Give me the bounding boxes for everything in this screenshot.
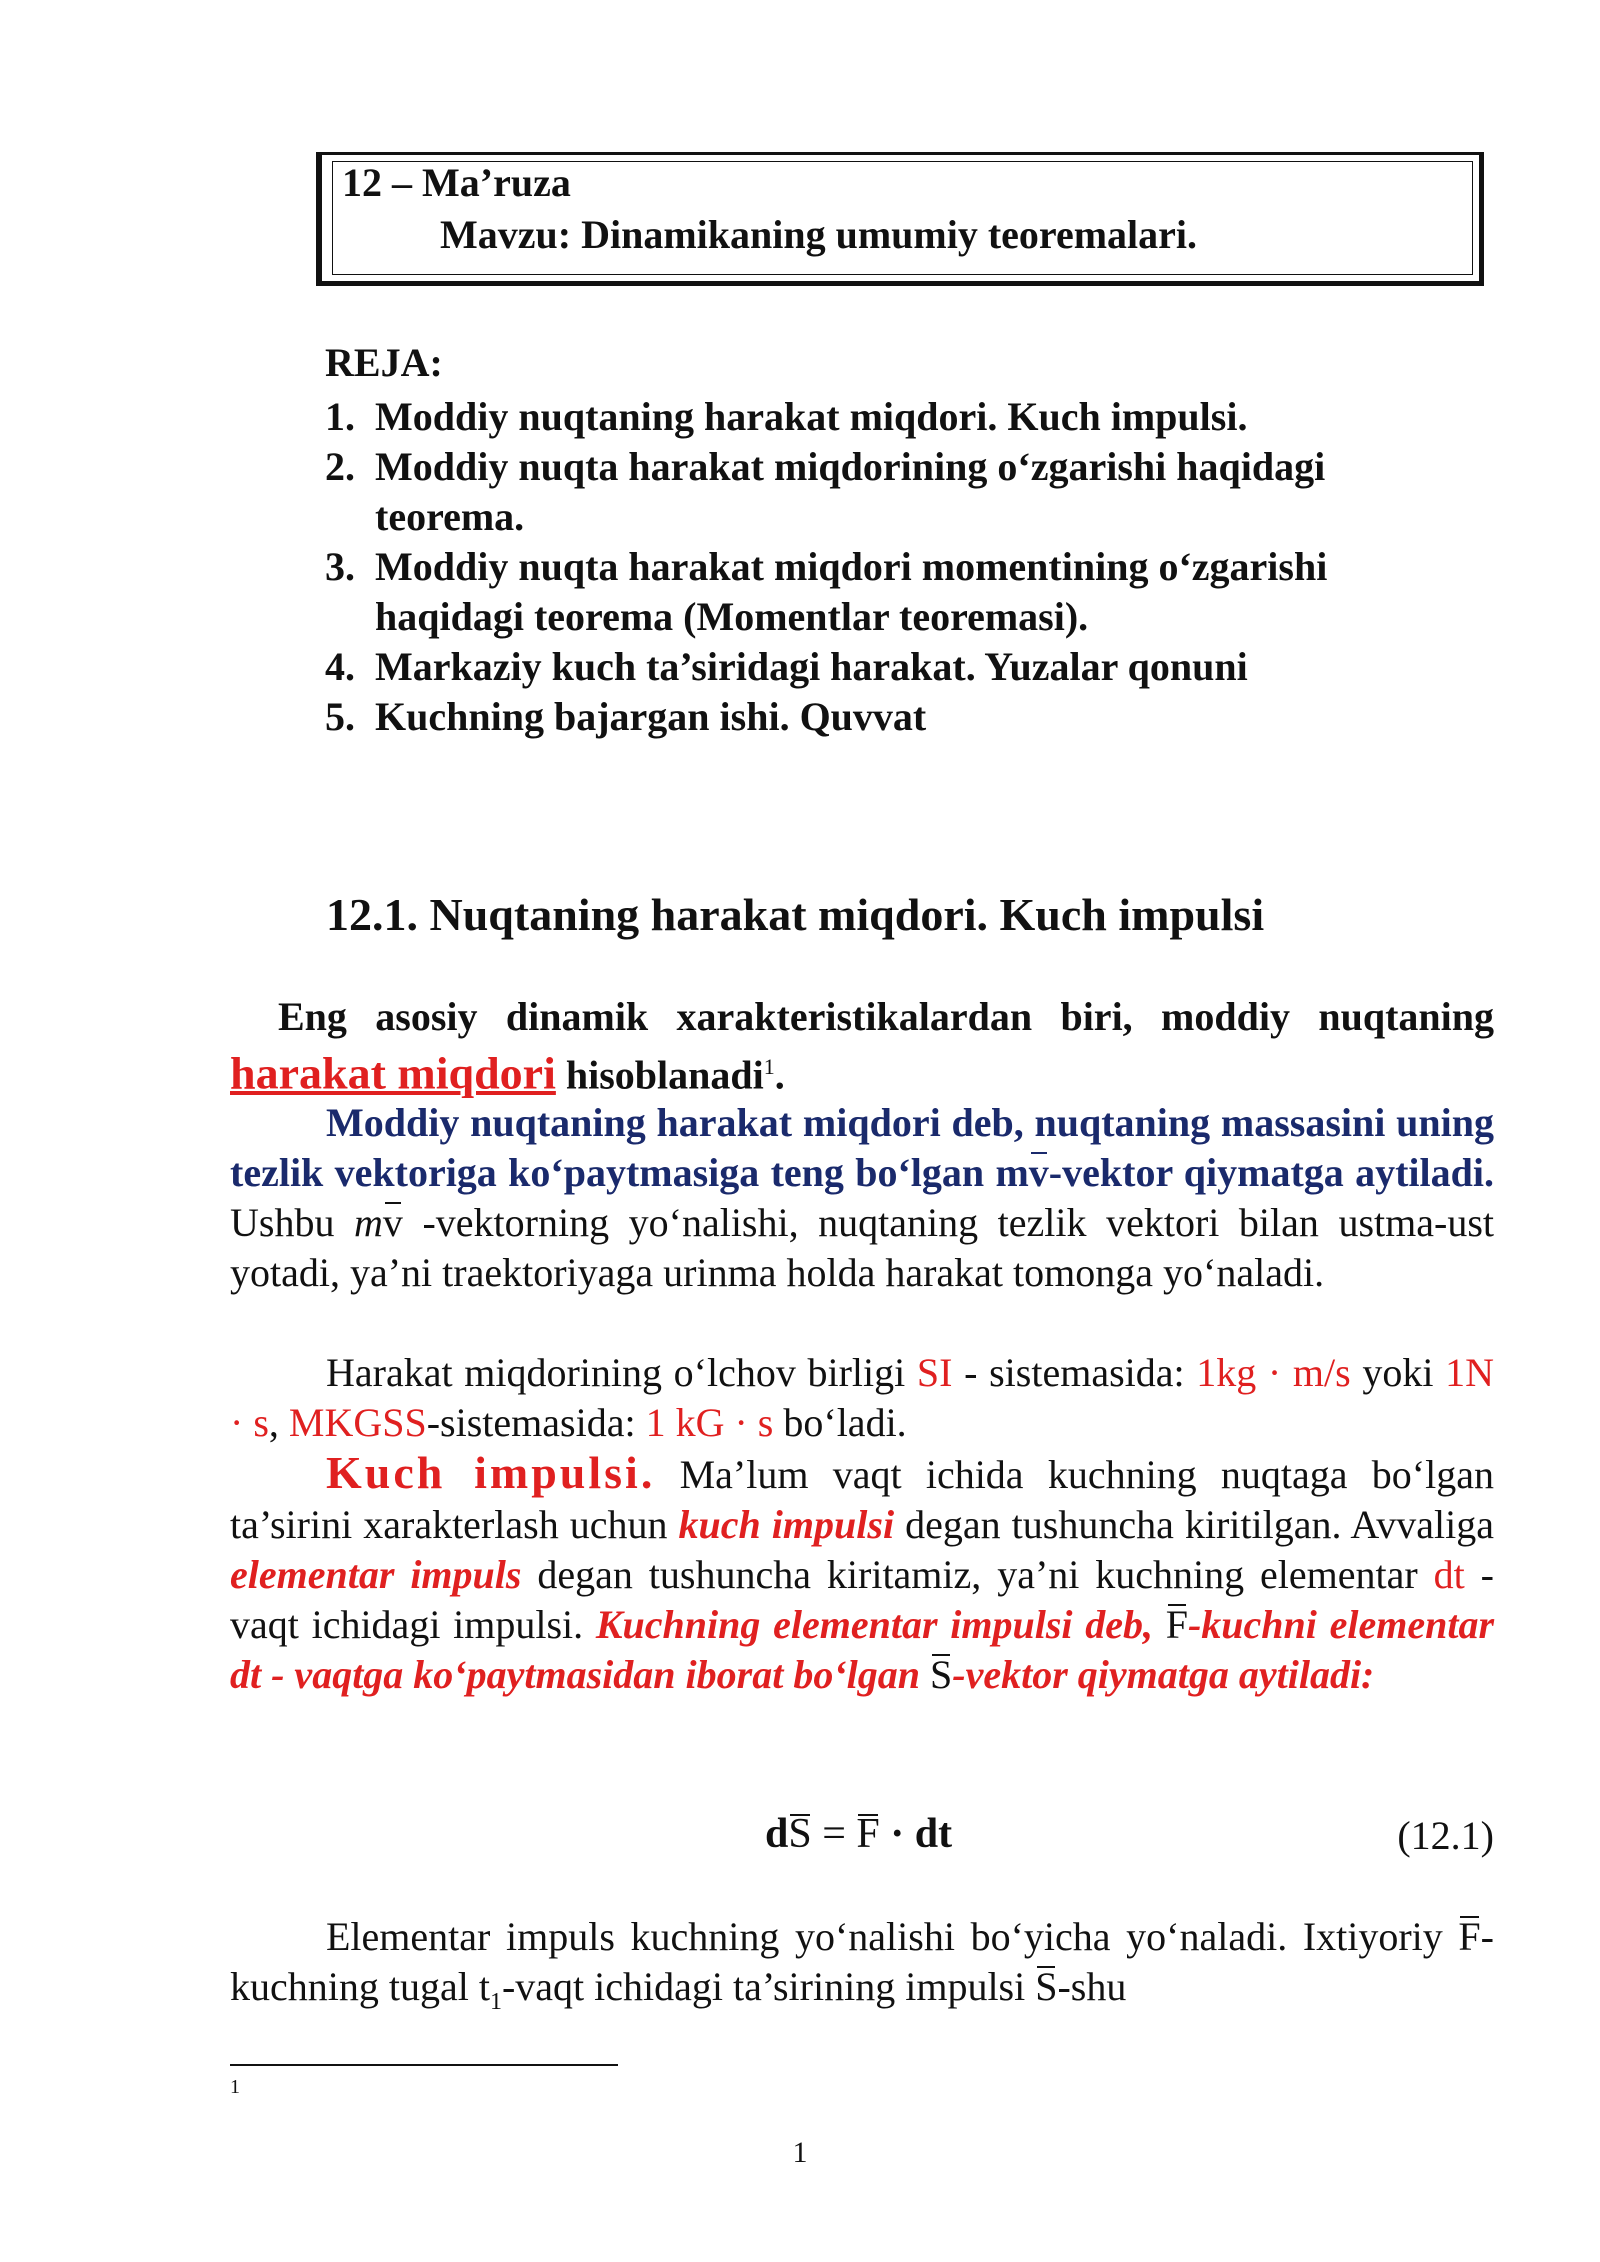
formula-f-vector: F [856,1811,880,1857]
units-text-b: - sistemasida: [952,1350,1197,1395]
intro-text: Eng asosiy dinamik xarakteristikalardan biri, moddiy nuqtaning [278,994,1494,1039]
impulse-text-b: degan tushuncha kiritilgan. Avvaliga [894,1502,1494,1547]
velocity-vector-symbol: v [1029,1148,1049,1198]
plan-list [325,392,1465,742]
force-vector-symbol-2: F [1458,1912,1480,1962]
unit-kg-s: 1 kG · s [645,1400,774,1445]
definition-text-a: Ushbu [230,1200,355,1245]
plan-heading: REJA: [325,340,443,385]
elementar-text-a: Elementar impuls kuchning yo‘nalishi bo‘yicha yo‘naladi. Ixtiyoriy [326,1914,1459,1959]
definition-text: Moddiy nuqtaning harakat miqdori deb, nuqtaning massasini uning tezlik vektoriga ko‘paytmasiga teng bo‘lgan m [230,1100,1494,1195]
lecture-topic: Mavzu: Dinamikaning umumiy teoremalari. [440,212,1198,257]
plan-item-text: Markaziy kuch ta’siridagi harakat. Yuzalar qonuni [375,644,1248,689]
definition-end: -vektor qiymatga aytiladi. [1048,1150,1495,1195]
units-text-d: , [268,1400,289,1445]
impulse-text-d: -vaqt ichidagi impulsi. [230,1552,1494,1647]
formula-s-vector: S [788,1811,812,1857]
section-title: 12.1. Nuqtaning harakat miqdori. Kuch impulsi [326,889,1265,940]
intro-text-end: hisoblanadi [555,1052,764,1098]
formula-dot: · [879,1811,915,1857]
term-elementar-impuls: elementar impuls [230,1552,522,1597]
elementar-text-b: -kuchning tugal t [230,1914,1494,2009]
plan-item-text: Kuchning bajargan ishi. Quvvat [375,694,927,739]
impulse-text-a: Ma’lum vaqt ichida kuchning nuqtaga bo‘lgan ta’sirini xarakterlash uchun [230,1452,1494,1547]
impulse-heading: Kuch impulsi. [326,1447,656,1498]
formula-number: (12.1) [1397,1813,1494,1858]
term-kuch-impulsi: kuch impulsi [678,1502,895,1547]
plan-item [325,692,1465,742]
plan-item-number: 2. [325,444,355,489]
plan-item-text: Moddiy nuqta harakat miqdori momentining o‘zgarishi haqidagi teorema (Momentlar teoremasi). [375,544,1328,639]
plan-section [325,338,1465,742]
dt-symbol: dt [1433,1552,1465,1597]
subscript-1: 1 [489,1989,502,2015]
formula-d: d [765,1811,789,1857]
unit-kg-m-s: 1kg · m/s [1196,1350,1351,1395]
units-text-a: Harakat miqdorining o‘lchov birligi [326,1350,917,1395]
unit-n-s: 1N · s [230,1350,1494,1445]
units-text-f: bo‘ladi. [773,1400,907,1445]
mkgss-label: MKGSS [288,1400,427,1445]
units-text-e: -sistemasida: [426,1400,646,1445]
formula-dt: dt [914,1811,953,1857]
units-text-c: yoki [1350,1350,1434,1395]
impulse-definition-b: -kuchni elementar dt - vaqtga ko‘paytmasidan iborat bo‘lgan [230,1602,1495,1697]
lecture-title-box [316,152,1484,286]
lecture-number: 12 – Ma’ruza [342,160,571,205]
impulse-definition-a: Kuchning elementar impulsi deb, [595,1602,1166,1647]
plan-item-text: Moddiy nuqtaning harakat miqdori. Kuch impulsi. [375,394,1248,439]
plan-item-number: 4. [325,644,355,689]
elementar-text-c: -vaqt ichidagi ta’sirining impulsi [501,1964,1036,2009]
impulse-vector-symbol: S [930,1650,952,1700]
footnote-mark: 1 [230,2076,240,2098]
paragraph-elementar [230,1912,1494,2027]
si-label: SI [916,1350,953,1395]
elementar-text-d: -shu [1057,1964,1127,2009]
plan-item-number: 1. [325,394,355,439]
intro-period: . [774,1052,785,1098]
footnote-ref[interactable]: 1 [763,1054,775,1079]
plan-item [325,442,1465,542]
formula-12-1 [765,1810,952,1858]
page-number: 1 [792,2136,808,2169]
paragraph-definition [230,1098,1494,1298]
term-harakat-miqdori[interactable]: harakat miqdori [230,1047,556,1099]
paragraph-impulse [230,1448,1494,1700]
force-vector-symbol: F [1166,1600,1188,1650]
plan-item-number: 3. [325,544,355,589]
plan-item-number: 5. [325,694,355,739]
plan-item-text: Moddiy nuqta harakat miqdorining o‘zgarishi haqidagi teorema. [375,444,1326,539]
impulse-vector-symbol-2: S [1035,1962,1057,2012]
impulse-definition-c: -vektor qiymatga aytiladi: [952,1652,1375,1697]
impulse-text-c: degan tushuncha kiritamiz, ya’ni kuchning elementar [521,1552,1434,1597]
paragraph-units [230,1348,1494,1448]
definition-text-b: -vektorning yo‘nalishi, nuqtaning tezlik vektori bilan ustma-ust yotadi, ya’ni traektoriyaga urinma holda harakat tomonga yo‘naladi. [230,1200,1495,1295]
plan-item [325,642,1465,692]
mass-symbol: m [354,1200,383,1245]
plan-item [325,392,1465,442]
formula-equals: = [811,1811,857,1857]
velocity-vector-symbol-2: v [383,1198,403,1248]
plan-item [325,542,1465,642]
paragraph-intro [230,992,1494,1100]
footnote-separator [230,2064,618,2066]
